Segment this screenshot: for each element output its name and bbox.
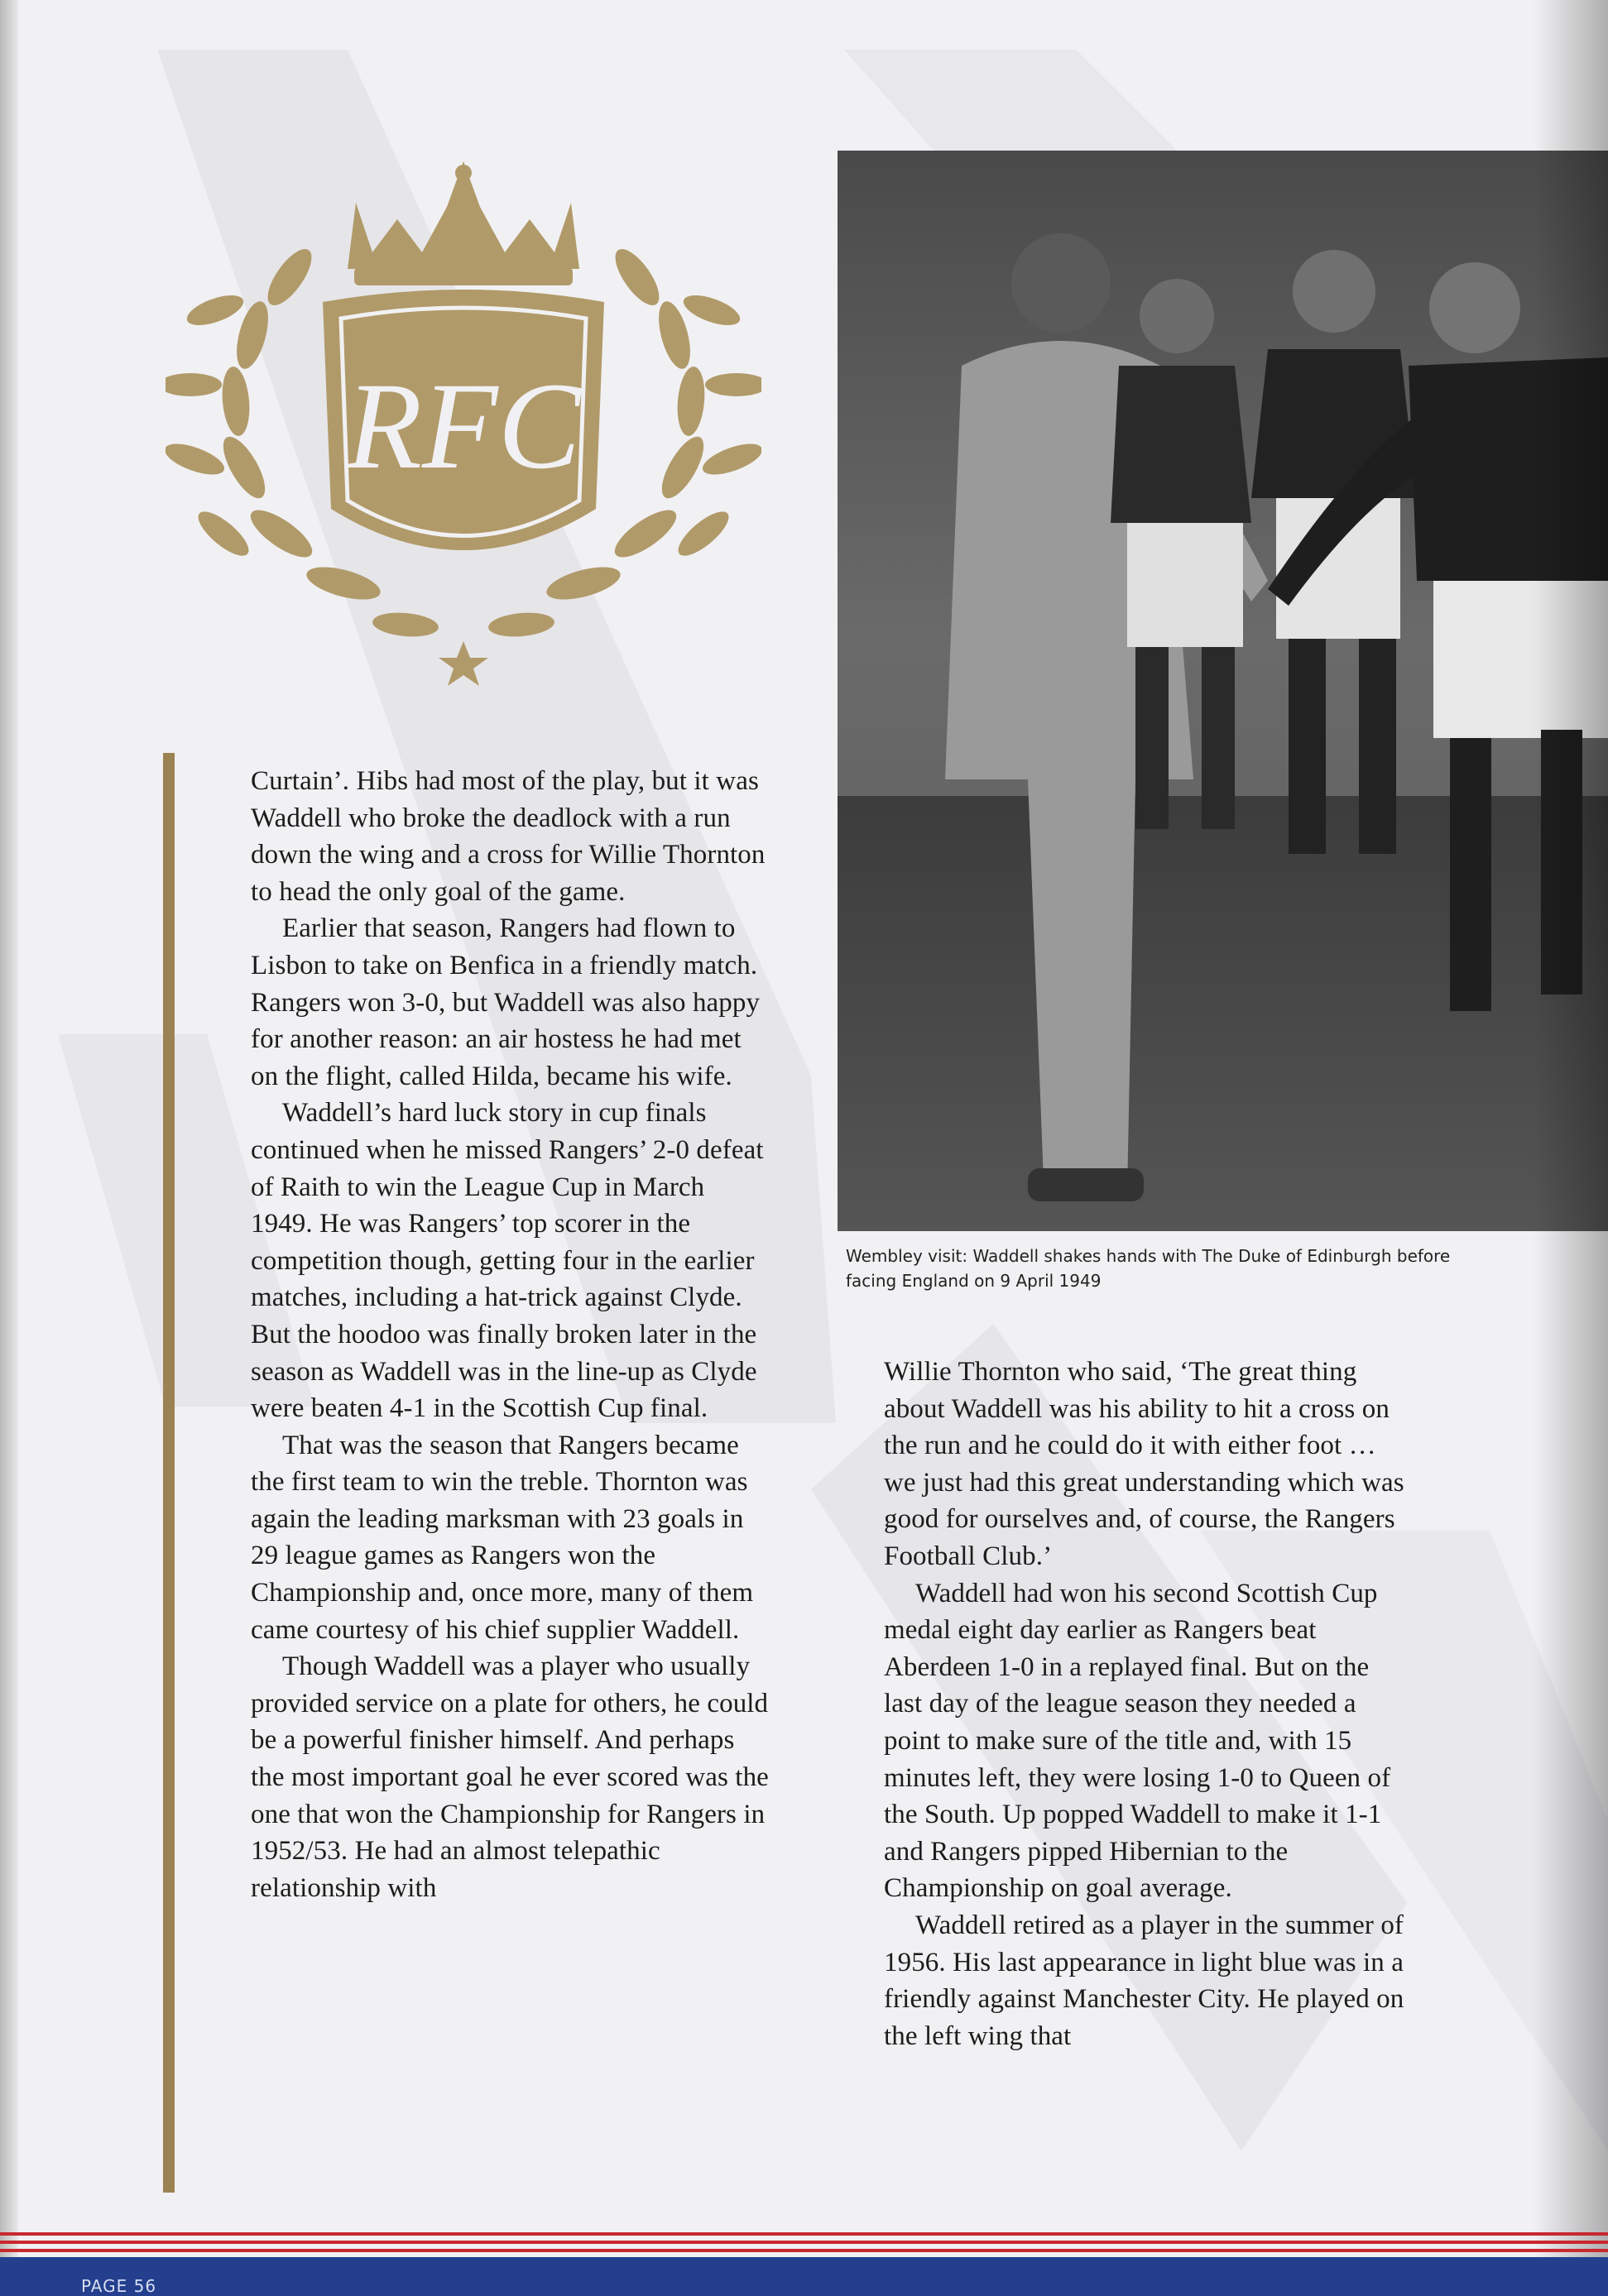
crown-icon xyxy=(348,161,579,285)
article-paragraph: Waddell had won his second Scottish Cup medal eight day earlier as Rangers beat Aberdeen 1-0 in a replayed final. But on the last day of the league season they needed a point to make sure of the title and, with 15 minutes left, they were losing 1-0 to Queen of the South. Up popped Waddell to make it 1-1 and Rangers pipped Hibernian to the Championship on goal average. xyxy=(884,1578,1391,1904)
photo-caption: Wembley visit: Waddell shakes hands with The Duke of Edinburgh before facing England on 9 April 1949 xyxy=(846,1246,1451,1291)
crest-monogram: RFC xyxy=(346,357,581,495)
article-paragraph: That was the season that Rangers became the first team to win the treble. Thornton was again the leading marksman with 23 goals in 29 league games as Rangers won the Championship and, once more, many of them came courtesy of his chief supplier Waddell. xyxy=(251,1430,754,1645)
article-paragraph: Earlier that season, Rangers had flown to Lisbon to take on Benfica in a friendly match. Rangers won 3-0, but Waddell was also happy for another reason: an air hostess he had met on the flight, called Hilda, became his wife. xyxy=(251,913,761,1091)
page-edge-shadow xyxy=(1534,0,1608,2296)
article-paragraph: Curtain’. Hibs had most of the play, but it was Waddell who broke the deadlock with a run down the wing and a cross for Willie Thornton to head the only goal of the game. xyxy=(251,766,766,907)
page-number: PAGE 56 xyxy=(81,2276,157,2296)
article-right-column xyxy=(884,1354,1405,2054)
star-icon xyxy=(439,641,488,686)
page-spine xyxy=(0,0,18,2296)
article-left-column xyxy=(251,763,772,1906)
footer-stripes xyxy=(0,2232,1608,2252)
club-crest xyxy=(166,161,761,691)
gold-accent-bar xyxy=(163,753,175,2193)
wembley-handshake-photo xyxy=(838,151,1608,1231)
footer-bar xyxy=(0,2257,1608,2296)
article-paragraph: Though Waddell was a player who usually provided service on a plate for others, he could be a powerful finisher himself. And perhaps the most important goal he ever scored was the one that won the Championship for Rangers in 1952/53. He had an almost telepathic relationship with xyxy=(251,1651,769,1903)
article-paragraph: Waddell retired as a player in the summer of 1956. His last appearance in light blue was in a friendly against Manchester City. He played on the left wing that xyxy=(884,1910,1404,2051)
article-paragraph: Willie Thornton who said, ‘The great thing about Waddell was his ability to hit a cross on the run and he could do it with either foot … we just had this great understanding which was good for ourselves and, of course, the Rangers Football Club.’ xyxy=(884,1357,1404,1571)
article-paragraph: Waddell’s hard luck story in cup finals continued when he missed Rangers’ 2-0 defeat of Raith to win the League Cup in March 1949. He was Rangers’ top scorer in the competition though, getting four in the earlier matches, including a hat-trick against Clyde. But the hoodoo was finally broken later in the season as Waddell was in the line-up as Clyde were beaten 4-1 in the Scottish Cup final. xyxy=(251,1098,764,1424)
